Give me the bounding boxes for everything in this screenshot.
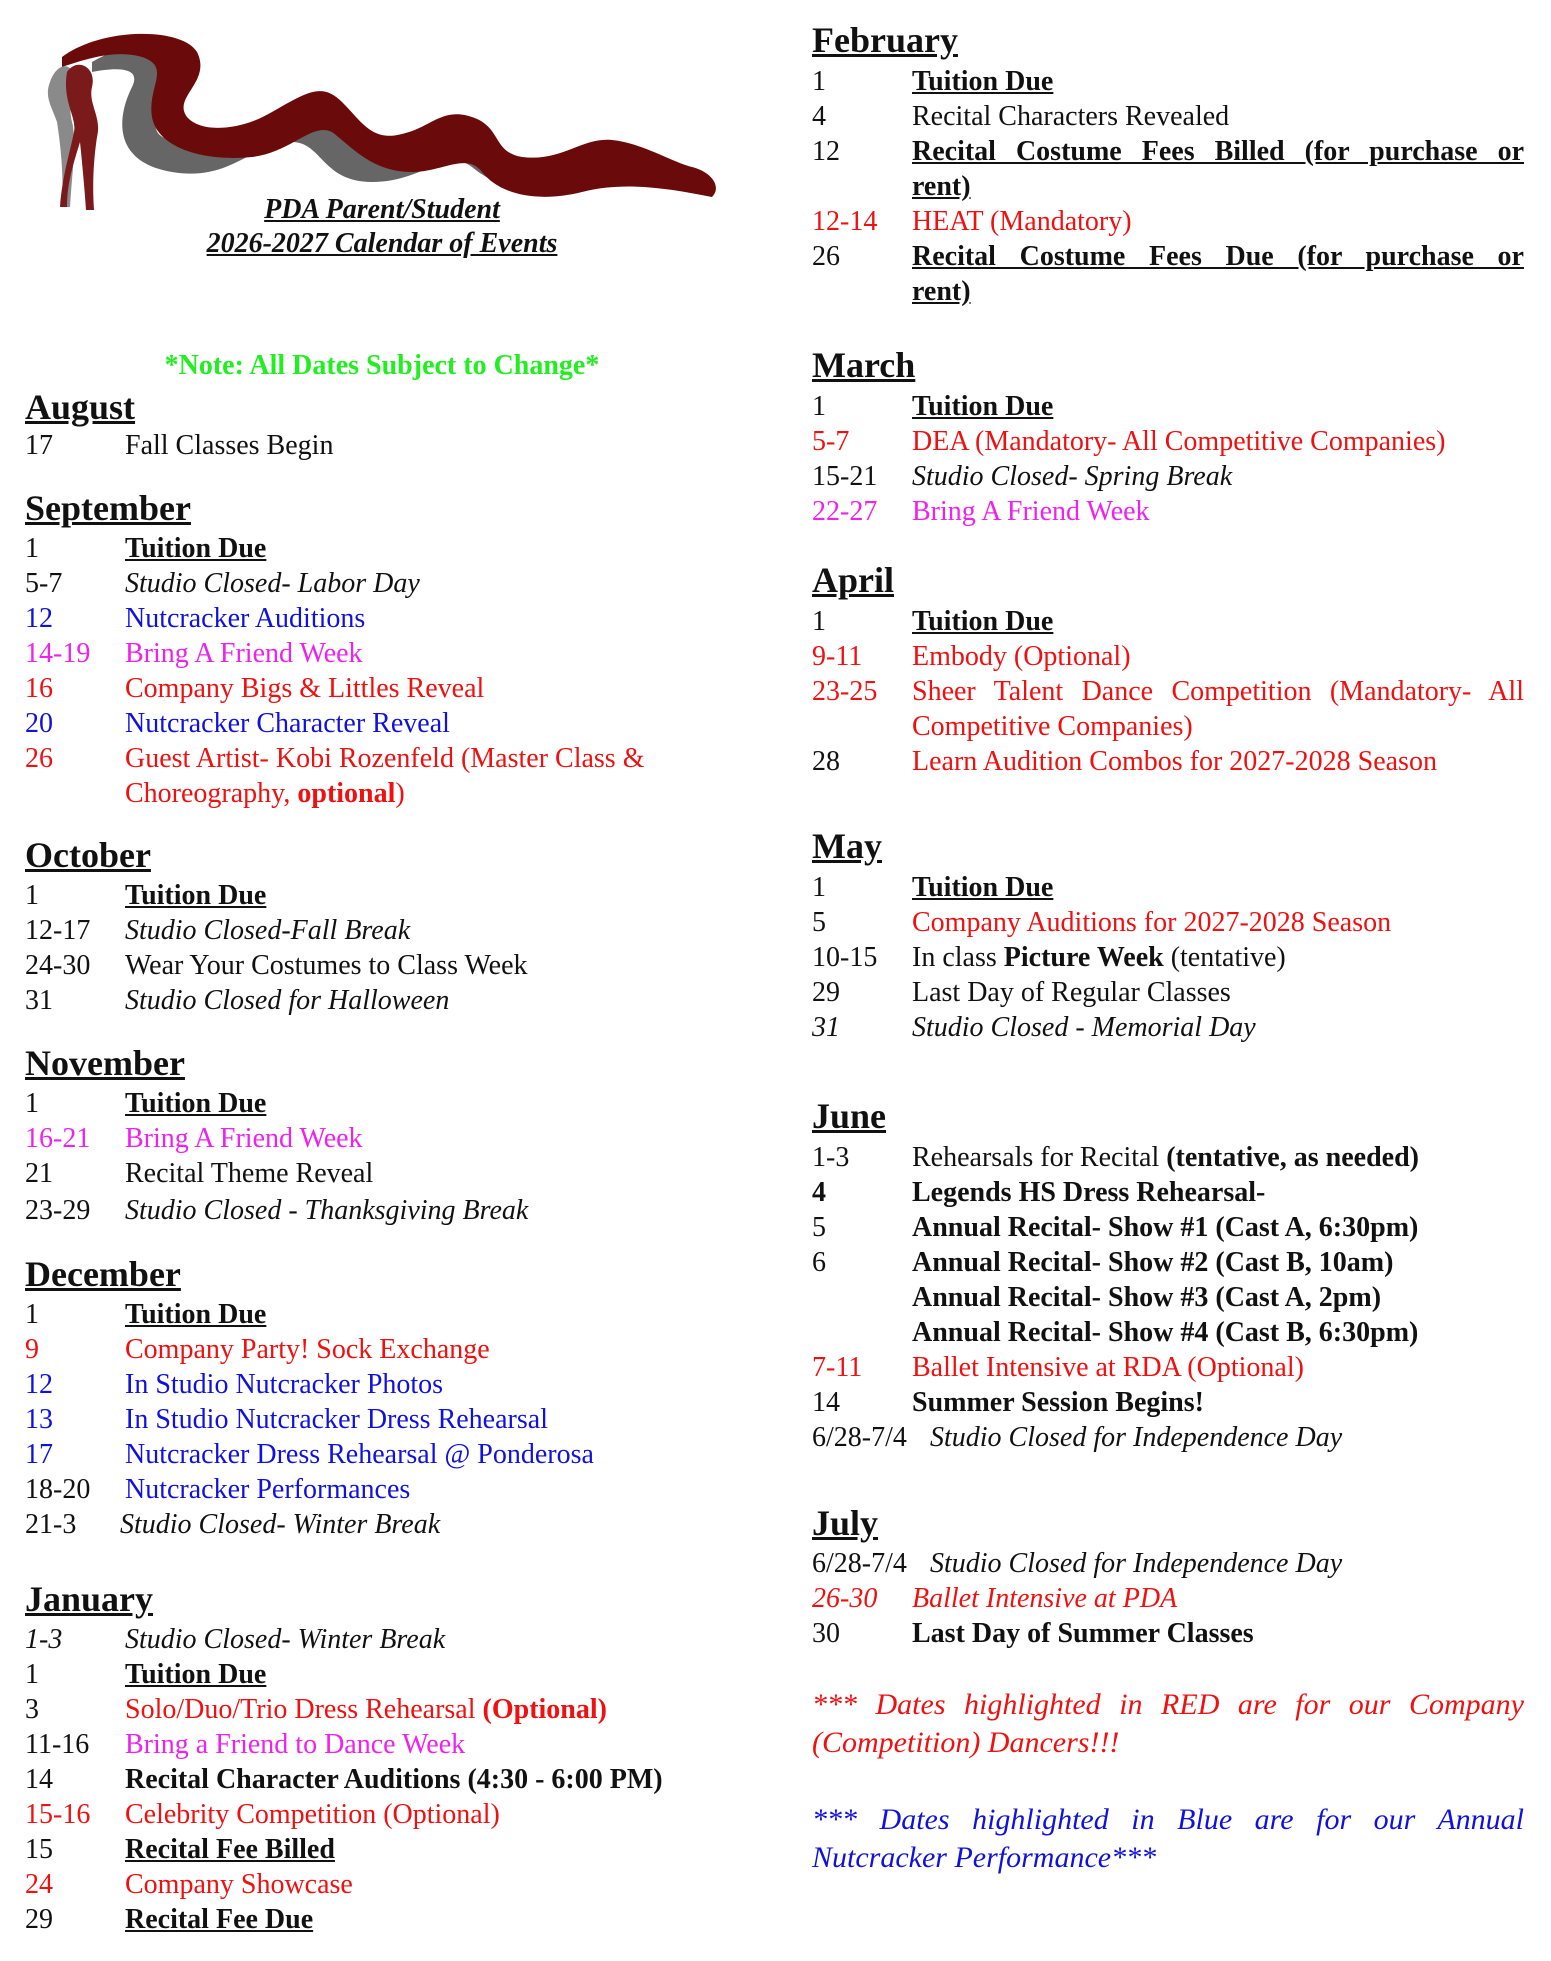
event-text-cont: rent) [912, 171, 971, 202]
event-text: Last Day of Regular Classes [912, 977, 1231, 1008]
month-heading-april: April [812, 560, 895, 600]
event-text: Studio Closed for Halloween [125, 985, 450, 1016]
event-row [812, 674, 1524, 744]
event-text: Tuition Due [125, 1088, 267, 1119]
event-text: Recital Characters Revealed [912, 101, 1230, 132]
event-text-optional: optional [297, 778, 396, 809]
event-date: 4 [812, 101, 826, 132]
event-date: 1 [25, 880, 39, 911]
event-date: 24-30 [25, 950, 91, 981]
event-text: Rehearsals for Recital [912, 1142, 1167, 1173]
event-text: In Studio Nutcracker Photos [125, 1369, 444, 1400]
event-date: 24 [25, 1869, 53, 1900]
event-date: 18-20 [25, 1474, 91, 1505]
event-date: 12-14 [812, 206, 878, 237]
month-heading-february: February [812, 20, 958, 60]
event-text: Embody (Optional) [912, 641, 1131, 672]
event-date: 14 [812, 1387, 840, 1418]
event-date: 16 [25, 673, 53, 704]
event-text: Studio Closed- Winter Break [125, 1624, 446, 1655]
event-date: 21-3 [25, 1509, 77, 1540]
dates-subject-to-change-note: *Note: All Dates Subject to Change* [164, 350, 600, 381]
event-text: Solo/Duo/Trio Dress Rehearsal [125, 1694, 483, 1725]
event-date: 1 [812, 66, 826, 97]
event-text: Nutcracker Dress Rehearsal @ Ponderosa [125, 1439, 594, 1470]
event-text: Studio Closed - Memorial Day [912, 1012, 1256, 1043]
event-text: Studio Closed- Labor Day [125, 568, 420, 599]
event-date: 31 [812, 1012, 840, 1043]
event-date: 1 [812, 606, 826, 637]
event-text: Legends HS Dress Rehearsal- [912, 1177, 1266, 1208]
month-heading-october: October [25, 835, 151, 875]
event-date: 14-19 [25, 638, 91, 669]
month-heading-november: November [25, 1043, 185, 1083]
event-text: Sheer Talent Dance Competition (Mandatory- All [912, 676, 1524, 707]
event-text: Studio Closed- Winter Break [120, 1509, 441, 1540]
month-heading-march: March [812, 345, 916, 385]
event-text: Nutcracker Character Reveal [125, 708, 450, 739]
event-text: Celebrity Competition (Optional) [125, 1799, 500, 1830]
event-date: 29 [812, 977, 840, 1008]
event-row [812, 134, 1524, 204]
event-text: Bring A Friend Week [912, 496, 1150, 527]
event-text: Nutcracker Auditions [125, 603, 366, 634]
event-text: Studio Closed for Independence Day [930, 1422, 1343, 1453]
event-date: 26-30 [812, 1583, 878, 1614]
event-date: 12-17 [25, 915, 91, 946]
event-date: 15-21 [812, 461, 878, 492]
event-row [812, 239, 1524, 309]
event-text: Studio Closed-Fall Break [125, 915, 411, 946]
event-text-optional: (Optional) [482, 1694, 607, 1725]
event-date: 5 [812, 907, 826, 938]
event-date: 1 [25, 533, 39, 564]
event-text: Tuition Due [912, 66, 1054, 97]
month-heading-may: May [812, 826, 882, 866]
event-text: HEAT (Mandatory) [912, 206, 1132, 237]
event-date: 5-7 [812, 426, 850, 457]
month-heading-december: December [25, 1254, 181, 1294]
month-heading-september: September [25, 488, 191, 528]
event-date: 14 [25, 1764, 53, 1795]
month-heading-august: August [25, 387, 136, 427]
event-date: 7-11 [812, 1352, 863, 1383]
event-text: Annual Recital- Show #1 (Cast A, 6:30pm) [912, 1212, 1419, 1243]
event-date: 1 [812, 872, 826, 903]
event-text: Summer Session Begins! [912, 1387, 1204, 1418]
event-text: Learn Audition Combos for 2027-2028 Season [912, 746, 1437, 777]
event-text: Tuition Due [125, 1659, 267, 1690]
event-text: Recital Costume Fees Billed (for purchase or [912, 136, 1524, 167]
month-heading-january: January [25, 1579, 154, 1619]
event-date: 29 [25, 1904, 53, 1935]
event-text: Ballet Intensive at RDA (Optional) [912, 1352, 1304, 1383]
event-text: Tuition Due [125, 880, 267, 911]
event-text-bold: Picture Week [1003, 942, 1164, 973]
document-title-line1: PDA Parent/Student [264, 194, 500, 225]
event-date: 23-25 [812, 676, 878, 707]
document-title-line2: 2026-2027 Calendar of Events [206, 228, 558, 259]
event-date: 11-16 [25, 1729, 90, 1760]
event-text: Tuition Due [125, 533, 267, 564]
event-text: Annual Recital- Show #3 (Cast A, 2pm) [912, 1282, 1382, 1313]
event-text: Company Bigs & Littles Reveal [125, 673, 485, 704]
event-date: 26 [25, 743, 53, 774]
event-date: 13 [25, 1404, 53, 1435]
event-date: 5-7 [25, 568, 63, 599]
event-text: Tuition Due [125, 1299, 267, 1330]
event-text: Bring a Friend to Dance Week [125, 1729, 466, 1760]
event-date: 12 [25, 603, 53, 634]
event-text: Company Showcase [125, 1869, 353, 1900]
event-text: Recital Character Auditions (4:30 - 6:00 PM) [125, 1764, 663, 1795]
event-date: 6/28-7/4 [812, 1422, 907, 1453]
event-text-tentative: (tentative) [1163, 942, 1286, 973]
event-text: Tuition Due [912, 872, 1054, 903]
event-date: 31 [25, 985, 53, 1016]
event-text: Recital Theme Reveal [125, 1158, 374, 1189]
event-date: 6/28-7/4 [812, 1548, 907, 1579]
legend-blue-nutcracker: *** Dates highlighted in Blue are for our Annual Nutcracker Performance*** [812, 1803, 1524, 1874]
event-date: 12 [812, 136, 840, 167]
event-date: 28 [812, 746, 840, 777]
event-date: 6 [812, 1247, 826, 1278]
event-date: 3 [25, 1694, 39, 1725]
event-row [25, 741, 725, 811]
event-date: 9-11 [812, 641, 863, 672]
event-text: DEA (Mandatory- All Competitive Companies) [912, 426, 1446, 457]
event-date: 9 [25, 1334, 39, 1365]
event-text-cont: rent) [912, 276, 971, 307]
event-date: 15-16 [25, 1799, 91, 1830]
month-heading-july: July [812, 1503, 879, 1543]
event-text: Studio Closed - Thanksgiving Break [125, 1195, 529, 1226]
event-date: 12 [25, 1369, 53, 1400]
event-text: Ballet Intensive at PDA [912, 1583, 1178, 1614]
event-text: Tuition Due [912, 606, 1054, 637]
event-date: 26 [812, 241, 840, 272]
event-text: Company Party! Sock Exchange [125, 1334, 490, 1365]
event-date: 1-3 [812, 1142, 850, 1173]
event-date: 1-3 [25, 1624, 63, 1655]
event-text: Recital Costume Fees Due (for purchase or [912, 241, 1524, 272]
event-date: 17 [25, 430, 53, 461]
month-heading-june: June [812, 1096, 887, 1136]
event-date: 1 [25, 1659, 39, 1690]
event-date: 1 [812, 391, 826, 422]
event-date: 30 [812, 1618, 840, 1649]
event-date: 23-29 [25, 1195, 91, 1226]
event-text: Recital Fee Billed [125, 1834, 335, 1865]
event-text: Company Auditions for 2027-2028 Season [912, 907, 1392, 938]
event-text: Recital Fee Due [125, 1904, 314, 1935]
event-text: In class [912, 942, 1004, 973]
event-date: 15 [25, 1834, 53, 1865]
event-text: Tuition Due [912, 391, 1054, 422]
event-text: Annual Recital- Show #4 (Cast B, 6:30pm) [912, 1317, 1419, 1348]
event-text-cont: Choreography, [125, 778, 298, 809]
event-text: Studio Closed for Independence Day [930, 1548, 1343, 1579]
event-text: Bring A Friend Week [125, 1123, 363, 1154]
legend-red-company: *** Dates highlighted in RED are for our Company (Competition) Dancers!!! [812, 1688, 1524, 1759]
event-date: 20 [25, 708, 53, 739]
event-text: Studio Closed- Spring Break [912, 461, 1233, 492]
event-date: 22-27 [812, 496, 878, 527]
event-date: 17 [25, 1439, 53, 1470]
event-text: Nutcracker Performances [125, 1474, 411, 1505]
event-date: 1 [25, 1088, 39, 1119]
event-date: 5 [812, 1212, 826, 1243]
event-text-close: ) [395, 778, 405, 809]
event-text: Annual Recital- Show #2 (Cast B, 10am) [912, 1247, 1394, 1278]
event-text: Fall Classes Begin [125, 430, 334, 461]
event-text: Bring A Friend Week [125, 638, 363, 669]
event-date: 4 [812, 1177, 826, 1208]
event-date: 16-21 [25, 1123, 91, 1154]
event-date: 21 [25, 1158, 53, 1189]
event-text: Wear Your Costumes to Class Week [125, 950, 528, 981]
event-text: Guest Artist- Kobi Rozenfeld (Master Class & [125, 743, 645, 774]
event-text: Last Day of Summer Classes [912, 1618, 1254, 1649]
event-text-cont: Competitive Companies) [912, 711, 1193, 742]
event-text-bold: (tentative, as needed) [1166, 1142, 1419, 1173]
event-date: 10-15 [812, 942, 878, 973]
event-text: In Studio Nutcracker Dress Rehearsal [125, 1404, 548, 1435]
event-date: 1 [25, 1299, 39, 1330]
